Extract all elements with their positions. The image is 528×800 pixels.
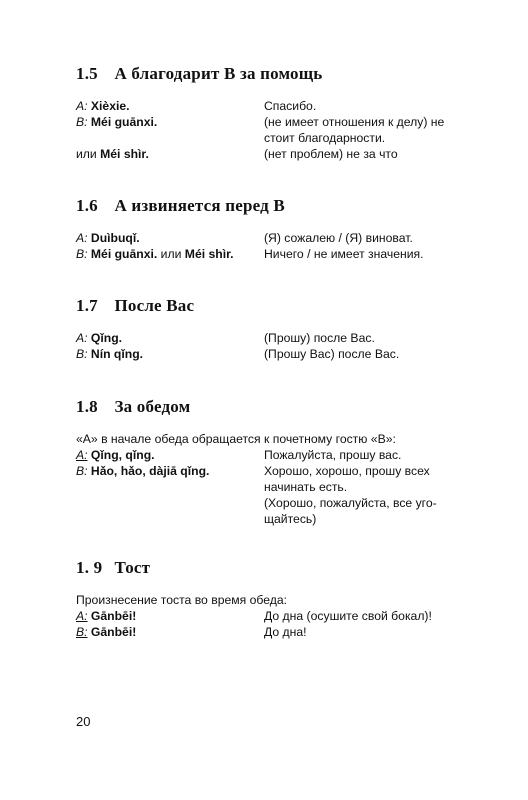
section-heading	[76, 64, 476, 84]
section-title: Тост	[114, 558, 151, 577]
section-title: А извиняется перед В	[114, 196, 285, 215]
speaker-label: A:	[76, 448, 88, 462]
speaker-label: A:	[76, 331, 88, 345]
speaker-label: B:	[76, 115, 88, 129]
translation-text: стоит благодарности.	[264, 131, 386, 145]
dialogue-line	[76, 330, 476, 346]
speaker-label: A:	[76, 609, 88, 623]
dialogue-line	[76, 98, 476, 114]
pinyin-text: Gānbēi!	[90, 625, 137, 639]
pinyin-text: Hǎo, hǎo, dàjiā qǐng.	[90, 464, 210, 478]
dialogue-line	[76, 246, 476, 262]
translation-text: (Прошу) после Вас.	[264, 331, 375, 345]
section-1-6	[76, 196, 476, 262]
section-number: 1. 9	[76, 558, 103, 577]
translation-text: Пожалуйста, прошу вас.	[264, 448, 402, 462]
section-number: 1.6	[76, 196, 98, 215]
dialogue-line	[76, 114, 476, 146]
conjunction-text: или	[76, 147, 97, 161]
pinyin-text: Nín qǐng.	[90, 347, 144, 361]
translation-text: Хорошо, хорошо, прошу всех	[264, 464, 430, 478]
section-1-5	[76, 64, 476, 162]
page-number: 20	[76, 714, 91, 729]
dialogue-line	[76, 608, 476, 624]
pinyin-text: Méi guānxi.	[90, 247, 158, 261]
translation-text: (Хорошо, пожалуйста, все уго-	[264, 496, 437, 510]
conjunction-text: или	[160, 247, 182, 261]
dialogue-line	[76, 346, 476, 362]
speaker-label: B:	[76, 347, 88, 361]
dialogue-line	[76, 447, 476, 463]
translation-text: До дна (осушите свой бокал)!	[264, 609, 432, 623]
pinyin-text: Méi guānxi.	[90, 115, 158, 129]
speaker-label: B:	[76, 247, 88, 261]
section-title: За обедом	[114, 397, 191, 416]
speaker-label: A:	[76, 231, 88, 245]
dialogue-line	[76, 624, 476, 640]
section-1-8	[76, 397, 476, 527]
translation-text: (Прошу Вас) после Вас.	[264, 347, 400, 361]
section-number: 1.8	[76, 397, 98, 416]
translation-text: щайтесь)	[264, 512, 317, 526]
dialogue-line	[76, 463, 476, 527]
translation-text: (нет проблем) не за что	[264, 147, 398, 161]
dialogue-line	[76, 146, 476, 162]
section-heading	[76, 196, 476, 216]
translation-text: начинать есть.	[264, 480, 348, 494]
section-heading	[76, 397, 476, 417]
translation-text: Ничего / не имеет значения.	[264, 247, 424, 261]
section-title: А благодарит В за помощь	[114, 64, 323, 83]
section-heading	[76, 296, 476, 316]
dialogue-line	[76, 230, 476, 246]
section-heading	[76, 558, 476, 578]
translation-text: До дна!	[264, 625, 307, 639]
section-number: 1.5	[76, 64, 98, 83]
pinyin-text: Méi shìr.	[184, 247, 234, 261]
pinyin-text: Qǐng.	[90, 331, 123, 345]
pinyin-text: Gānbēi!	[90, 609, 137, 623]
section-number: 1.7	[76, 296, 98, 315]
section-1-9	[76, 558, 476, 640]
translation-text: (Я) сожалею / (Я) виноват.	[264, 231, 413, 245]
pinyin-text: Duìbuqǐ.	[90, 231, 140, 245]
pinyin-text: Qǐng, qǐng.	[90, 448, 155, 462]
section-title: После Вас	[114, 296, 195, 315]
section-1-7	[76, 296, 476, 362]
speaker-label: B:	[76, 625, 88, 639]
intro-text: Произнесение тоста во время обеда:	[76, 593, 288, 607]
speaker-label: B:	[76, 464, 88, 478]
speaker-label: A:	[76, 99, 88, 113]
intro-text: «A» в начале обеда обращается к почетному гостю «B»:	[76, 432, 396, 446]
translation-text: Спасибо.	[264, 99, 317, 113]
translation-text: (не имеет отношения к делу) не	[264, 115, 445, 129]
pinyin-text: Xièxie.	[90, 99, 130, 113]
pinyin-text: Méi shìr.	[100, 147, 149, 161]
